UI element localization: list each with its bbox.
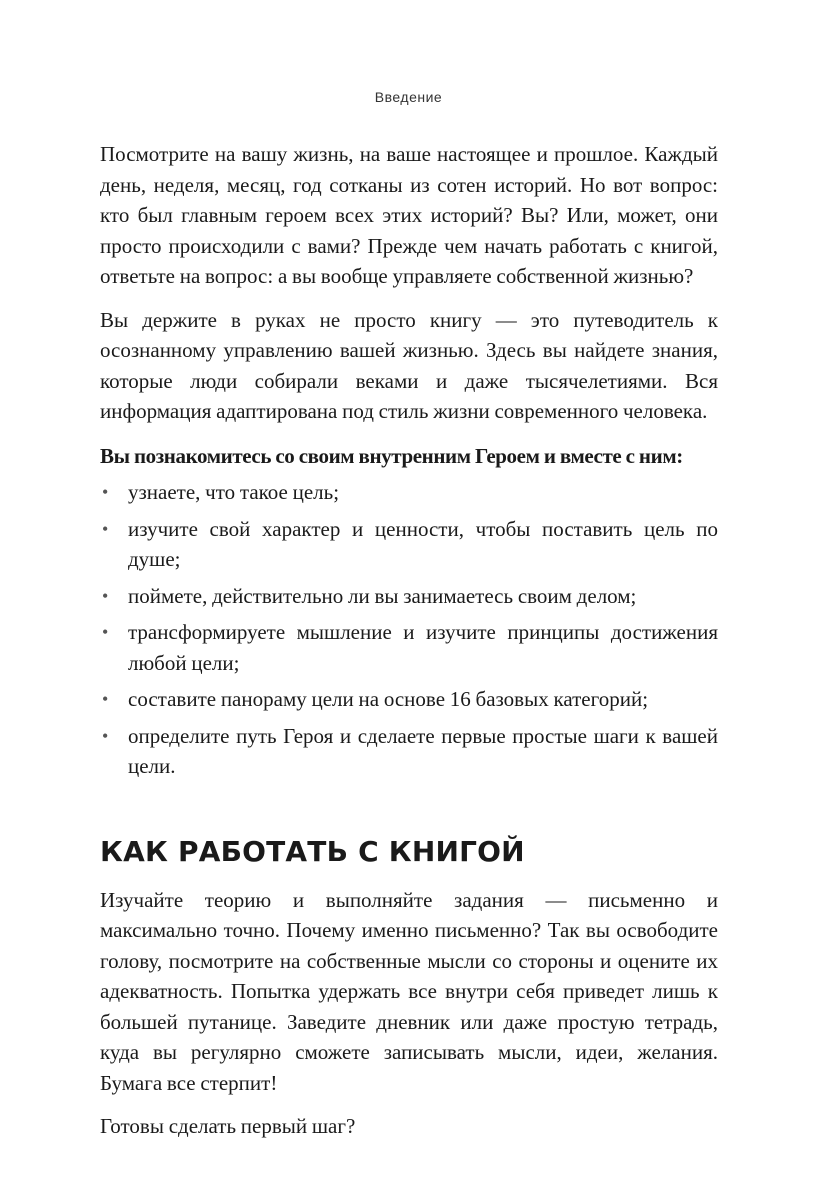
section-paragraph-2: Готовы сделать первый шаг? — [100, 1114, 356, 1138]
section-paragraph-1: Изучайте теорию и выполняйте задания — письменно и максимально точно. Почему именно письменно? Так вы освободите голову, посмотрите на собственные мысли со стороны и оцените их адекватность. Попытка удержать все внутри себя приведет лишь к большей путанице. Заведите дневник или даже простую тетрадь, куда вы регулярно сможете записывать мысли, идеи, желания. Бумага все стерпит! — [100, 887, 718, 1095]
page-body — [100, 139, 718, 1142]
list-item: • составите панораму цели на основе 16 базовых категорий; — [100, 684, 718, 715]
section-heading: КАК РАБОТАТЬ С КНИГОЙ — [100, 834, 525, 868]
intro-paragraph-2: Вы держите в руках не просто книгу — это путеводитель к осознанному управлению вашей жизнью. Здесь вы найдете знания, которые люди собирали веками и даже тысячелетиями. Вся информация адаптирована под стиль жизни современного человека. — [100, 307, 718, 423]
bullet-list — [100, 477, 718, 782]
list-item: • поймете, действительно ли вы занимаетесь своим делом; — [100, 581, 718, 612]
list-item: • определите путь Героя и сделаете первые простые шаги к вашей цели. — [100, 721, 718, 782]
list-item: • узнаете, что такое цель; — [100, 477, 718, 508]
running-head: Введение — [374, 89, 443, 105]
intro-paragraph-1: Посмотрите на вашу жизнь, на ваше настоящее и прошлое. Каждый день, неделя, месяц, год сотканы из сотен историй. Но вот вопрос: кто был главным героем всех этих историй? Вы? Или, может, они просто происходили с вами? Прежде чем начать работать с книгой, ответьте на вопрос: а вы вообще управляете собственной жизнью? — [100, 142, 718, 288]
list-item: • изучите свой характер и ценности, чтобы поставить цель по душе; — [100, 514, 718, 575]
bullet-list-lead: Вы познакомитесь со своим внутренним Героем и вместе с ним: — [100, 443, 683, 468]
list-item: • трансформируете мышление и изучите принципы достижения любой цели; — [100, 617, 718, 678]
